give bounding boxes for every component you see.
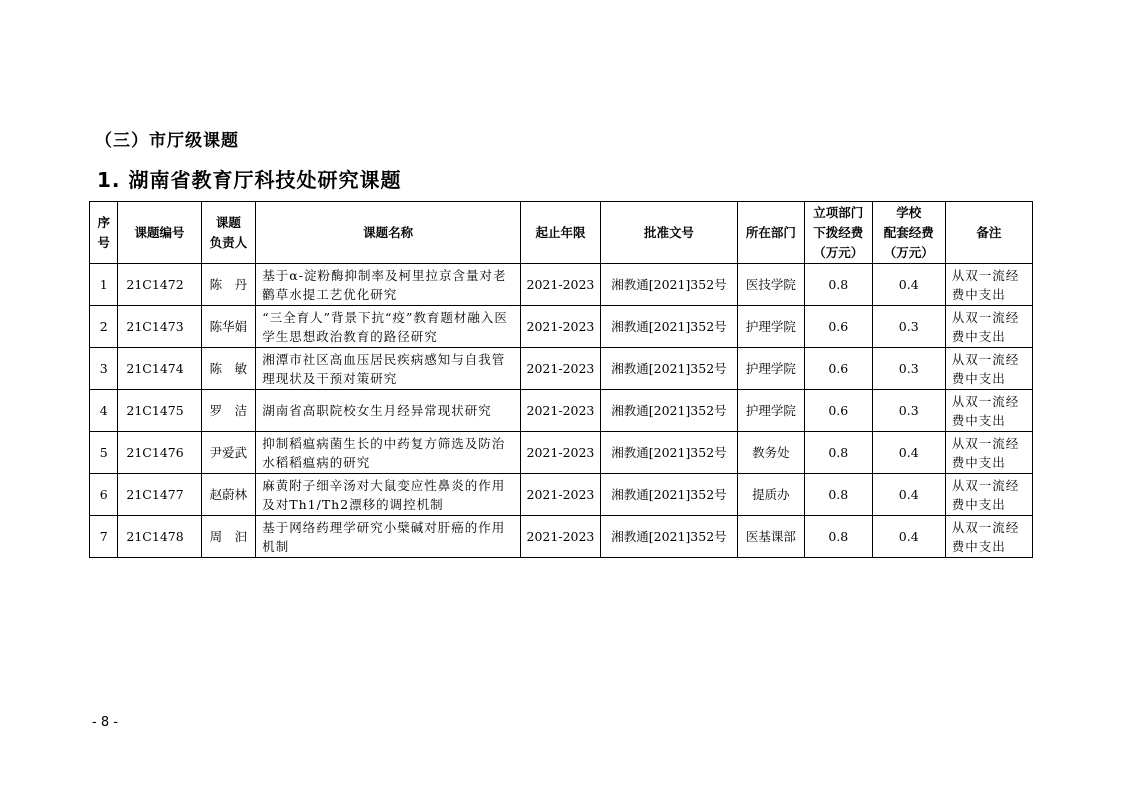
cell-matching: 0.4 xyxy=(872,264,945,306)
cell-name: 麻黄附子细辛汤对大鼠变应性鼻炎的作用及对Th1/Th2漂移的调控机制 xyxy=(256,474,521,516)
table-header-row xyxy=(90,202,1033,264)
header-seq: 序 号 xyxy=(90,202,118,264)
cell-code: 21C1478 xyxy=(118,516,201,558)
cell-leader: 赵蔚林 xyxy=(201,474,256,516)
cell-seq: 3 xyxy=(90,348,118,390)
cell-code: 21C1473 xyxy=(118,306,201,348)
cell-approval: 湘教通[2021]352号 xyxy=(601,516,738,558)
cell-code: 21C1477 xyxy=(118,474,201,516)
cell-seq: 6 xyxy=(90,474,118,516)
cell-code: 21C1474 xyxy=(118,348,201,390)
cell-period: 2021-2023 xyxy=(520,516,600,558)
cell-dept: 医基课部 xyxy=(737,516,804,558)
header-approval: 批准文号 xyxy=(601,202,738,264)
cell-approval: 湘教通[2021]352号 xyxy=(601,348,738,390)
cell-approval: 湘教通[2021]352号 xyxy=(601,390,738,432)
cell-seq: 4 xyxy=(90,390,118,432)
cell-name: 基于α-淀粉酶抑制率及柯里拉京含量对老鹳草水提工艺优化研究 xyxy=(256,264,521,306)
cell-name: “三全育人”背景下抗“疫”教育题材融入医学生思想政治教育的路径研究 xyxy=(256,306,521,348)
cell-funding: 0.6 xyxy=(804,348,872,390)
cell-seq: 1 xyxy=(90,264,118,306)
header-matching: 学校 配套经费 （万元） xyxy=(872,202,945,264)
cell-matching: 0.4 xyxy=(872,516,945,558)
cell-note: 从双一流经费中支出 xyxy=(945,390,1032,432)
cell-code: 21C1475 xyxy=(118,390,201,432)
cell-period: 2021-2023 xyxy=(520,264,600,306)
cell-dept: 护理学院 xyxy=(737,348,804,390)
cell-period: 2021-2023 xyxy=(520,306,600,348)
cell-funding: 0.6 xyxy=(804,390,872,432)
cell-matching: 0.3 xyxy=(872,348,945,390)
header-period: 起止年限 xyxy=(520,202,600,264)
table-row xyxy=(90,306,1033,348)
cell-name: 湖南省高职院校女生月经异常现状研究 xyxy=(256,390,521,432)
cell-approval: 湘教通[2021]352号 xyxy=(601,306,738,348)
header-note: 备注 xyxy=(945,202,1032,264)
cell-funding: 0.6 xyxy=(804,306,872,348)
cell-note: 从双一流经费中支出 xyxy=(945,516,1032,558)
cell-name: 抑制稻瘟病菌生长的中药复方筛选及防治水稻稻瘟病的研究 xyxy=(256,432,521,474)
cell-leader: 陈 敏 xyxy=(201,348,256,390)
cell-seq: 5 xyxy=(90,432,118,474)
cell-approval: 湘教通[2021]352号 xyxy=(601,432,738,474)
table-row xyxy=(90,474,1033,516)
cell-period: 2021-2023 xyxy=(520,390,600,432)
cell-note: 从双一流经费中支出 xyxy=(945,348,1032,390)
cell-funding: 0.8 xyxy=(804,264,872,306)
cell-name: 基于网络药理学研究小檗碱对肝癌的作用机制 xyxy=(256,516,521,558)
cell-note: 从双一流经费中支出 xyxy=(945,432,1032,474)
table-row xyxy=(90,516,1033,558)
sub-heading: 1. 湖南省教育厅科技处研究课题 xyxy=(97,168,402,192)
cell-approval: 湘教通[2021]352号 xyxy=(601,474,738,516)
cell-matching: 0.3 xyxy=(872,306,945,348)
cell-period: 2021-2023 xyxy=(520,348,600,390)
section-heading: （三）市厅级课题 xyxy=(95,131,239,151)
cell-seq: 2 xyxy=(90,306,118,348)
cell-dept: 护理学院 xyxy=(737,390,804,432)
cell-period: 2021-2023 xyxy=(520,432,600,474)
cell-note: 从双一流经费中支出 xyxy=(945,474,1032,516)
header-funding: 立项部门 下拨经费 （万元） xyxy=(804,202,872,264)
cell-leader: 周 汩 xyxy=(201,516,256,558)
cell-name: 湘潭市社区高血压居民疾病感知与自我管理现状及干预对策研究 xyxy=(256,348,521,390)
table-body xyxy=(90,264,1033,558)
cell-funding: 0.8 xyxy=(804,516,872,558)
cell-dept: 教务处 xyxy=(737,432,804,474)
cell-code: 21C1476 xyxy=(118,432,201,474)
header-leader: 课题 负责人 xyxy=(201,202,256,264)
projects-table xyxy=(89,201,1033,558)
cell-leader: 陈 丹 xyxy=(201,264,256,306)
cell-period: 2021-2023 xyxy=(520,474,600,516)
cell-dept: 医技学院 xyxy=(737,264,804,306)
table-row xyxy=(90,264,1033,306)
cell-leader: 尹爱武 xyxy=(201,432,256,474)
header-dept: 所在部门 xyxy=(737,202,804,264)
cell-code: 21C1472 xyxy=(118,264,201,306)
page-number: - 8 - xyxy=(92,715,118,730)
cell-leader: 罗 洁 xyxy=(201,390,256,432)
table-row xyxy=(90,348,1033,390)
cell-note: 从双一流经费中支出 xyxy=(945,306,1032,348)
header-code: 课题编号 xyxy=(118,202,201,264)
cell-dept: 提质办 xyxy=(737,474,804,516)
table-row xyxy=(90,390,1033,432)
cell-leader: 陈华娟 xyxy=(201,306,256,348)
header-name: 课题名称 xyxy=(256,202,521,264)
cell-note: 从双一流经费中支出 xyxy=(945,264,1032,306)
cell-matching: 0.4 xyxy=(872,474,945,516)
table-row xyxy=(90,432,1033,474)
cell-funding: 0.8 xyxy=(804,432,872,474)
cell-matching: 0.4 xyxy=(872,432,945,474)
cell-dept: 护理学院 xyxy=(737,306,804,348)
cell-seq: 7 xyxy=(90,516,118,558)
cell-approval: 湘教通[2021]352号 xyxy=(601,264,738,306)
cell-matching: 0.3 xyxy=(872,390,945,432)
cell-funding: 0.8 xyxy=(804,474,872,516)
